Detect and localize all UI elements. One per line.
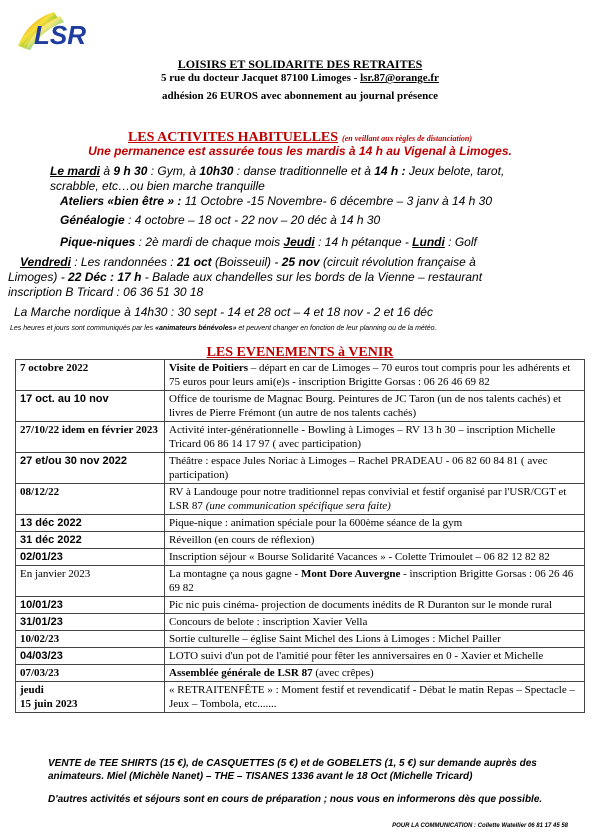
event-date: 17 oct. au 10 nov (16, 391, 165, 422)
table-row (16, 484, 585, 515)
activities-subtitle: Une permanence est assurée tous les mardis à 14 h au Vigenal à Limoges. (88, 144, 512, 158)
ateliers-line: Ateliers «bien être » : 11 Octobre -15 Novembre- 6 décembre – 3 janv à 14 h 30 (60, 194, 493, 208)
table-row (16, 422, 585, 453)
event-desc: Sortie culturelle – église Saint Michel des Lions à Limoges : Michel Pailler (165, 631, 585, 648)
lsr-logo (14, 6, 106, 52)
event-date: 27 et/ou 30 nov 2022 (16, 453, 165, 484)
event-date: jeudi 15 juin 2023 (16, 682, 165, 713)
activities-title-text: LES ACTIVITES HABITUELLES (127, 130, 339, 145)
piquenique-line: Pique-niques : 2è mardi de chaque mois Jeudi : 14 h pétanque - Lundi : Golf (60, 235, 477, 249)
event-date: 27/10/22 idem en février 2023 (16, 422, 165, 453)
table-row (16, 597, 585, 614)
event-desc: Assemblée générale de LSR 87 (avec crêpes) (165, 665, 585, 682)
event-date: En janvier 2023 (16, 566, 165, 597)
table-row (16, 453, 585, 484)
event-desc: Office de tourisme de Magnac Bourg. Peintures de JC Taron (un de nos talents cachés) et livres de Pierre Frémont (un autre de nos talents cachés) (165, 391, 585, 422)
table-row (16, 566, 585, 597)
table-row (16, 682, 585, 713)
event-date: 31/01/23 (16, 614, 165, 631)
marche-line: La Marche nordique à 14h30 : 30 sept - 14 et 28 oct – 4 et 18 nov - 2 et 16 déc (14, 305, 433, 319)
event-desc: Théâtre : espace Jules Noriac à Limoges – Rachel PRADEAU - 06 82 60 84 81 ( avec participation) (165, 453, 585, 484)
table-row (16, 648, 585, 665)
events-title: LES EVENEMENTS à VENIR (206, 345, 394, 360)
table-row (16, 549, 585, 566)
vendredi-line3: inscription B Tricard : 06 36 51 30 18 (8, 285, 204, 299)
table-row (16, 515, 585, 532)
email-link[interactable]: lsr.87@orange.fr (360, 72, 439, 84)
table-row (16, 391, 585, 422)
event-date: 7 octobre 2022 (16, 360, 165, 391)
table-row (16, 631, 585, 648)
event-desc: RV à Landouge pour notre traditionnel repas convivial et festif organisé par l'USR/CGT et LSR 87 (une communication spécifique sera faite) (165, 484, 585, 515)
membership-text: adhésion 26 EUROS avec abonnement au journal présence (162, 90, 438, 102)
event-desc: « RETRAITENFÊTE » : Moment festif et revendicatif - Débat le matin Repas – Spectacle – Jeux – Tombola, etc....... (165, 682, 585, 713)
event-date: 31 déc 2022 (16, 532, 165, 549)
event-desc: Inscription séjour « Bourse Solidarité Vacances » - Colette Trimoulet – 06 82 12 82 82 (165, 549, 585, 566)
ateliers-label: Ateliers «bien être » : (60, 194, 182, 208)
mardi-line: Le mardi à 9 h 30 : Gym, à 10h30 : danse traditionnelle et à 14 h : Jeux belote, tarot, (50, 164, 505, 178)
event-date: 13 déc 2022 (16, 515, 165, 532)
event-desc: Concours de belote : inscription Xavier Vella (165, 614, 585, 631)
piquenique-label: Pique-niques (60, 235, 136, 249)
mardi-line2: scrabble, etc…ou bien marche tranquille (50, 179, 265, 193)
vendredi-label: Vendredi (20, 255, 71, 269)
upcoming-notice: D'autres activités et séjours sont en cours de préparation ; nous vous en informerons dès que possible. (48, 794, 543, 805)
table-row (16, 360, 585, 391)
event-date: 04/03/23 (16, 648, 165, 665)
sales-notice: VENTE de TEE SHIRTS (15 €), de CASQUETTES (5 €) et de GOBELETS (1, 5 €) sur demande auprès des animateurs. Miel (Michèle Nanet) – THE – TISANES 1336 avant le 18 Oct (Michelle Tricard) (48, 758, 537, 782)
event-desc: LOTO suivi d'un pot de l'amitié pour fêter les anniversaires en 0 - Xavier et Michelle (165, 648, 585, 665)
genealogie-line: Généalogie : 4 octobre – 18 oct - 22 nov – 20 déc à 14 h 30 (60, 213, 381, 227)
table-row (16, 665, 585, 682)
event-desc: Visite de Poitiers – départ en car de Limoges – 70 euros tout compris pour les adhérents et 75 euros pour leurs ami(e)s - inscription Brigitte Gorsas : 06 26 46 69 82 (165, 360, 585, 391)
org-address (0, 72, 600, 84)
event-desc: Activité inter-générationnelle - Bowling à Limoges – RV 13 h 30 – inscription Michelle Tricard 06 86 14 17 97 ( avec participation) (165, 422, 585, 453)
genealogie-label: Généalogie (60, 213, 125, 227)
event-date: 10/02/23 (16, 631, 165, 648)
table-row (16, 532, 585, 549)
event-desc: Pic nic puis cinéma- projection de documents inédits de R Duranton sur le monde rural (165, 597, 585, 614)
event-date: 10/01/23 (16, 597, 165, 614)
event-date: 02/01/23 (16, 549, 165, 566)
vendredi-line: Vendredi : Les randonnées : 21 oct (Boisseuil) - 25 nov (circuit révolution française à (20, 255, 476, 269)
events-table (15, 359, 585, 713)
table-row (16, 614, 585, 631)
mardi-label: Le mardi (50, 164, 101, 178)
vendredi-line2: Limoges) - 22 Déc : 17 h - Balade aux chandelles sur les bords de la Vienne – restaurant (8, 270, 483, 284)
svg-text:LSR: LSR (34, 20, 86, 50)
activities-title-note: (en veillant aux règles de distanciation) (342, 134, 473, 143)
event-desc: Pique-nique : animation spéciale pour la 600ème séance de la gym (165, 515, 585, 532)
event-desc: La montagne ça nous gagne - Mont Dore Auvergne - inscription Brigitte Gorsas : 06 26 46 69 82 (165, 566, 585, 597)
event-desc: Réveillon (en cours de réflexion) (165, 532, 585, 549)
event-date: 07/03/23 (16, 665, 165, 682)
schedule-note: Les heures et jours sont communiqués par les «animateurs bénévoles» et peuvent changer en fonction de leur planning ou de la météo. (10, 325, 437, 332)
event-date: 08/12/22 (16, 484, 165, 515)
communication-contact: POUR LA COMMUNICATION : Collette Watellier 06 81 17 45 58 (392, 823, 568, 829)
address-text: 5 rue du docteur Jacquet 87100 Limoges - (161, 72, 361, 84)
org-name: LOISIRS ET SOLIDARITE DES RETRAITES (177, 57, 423, 71)
